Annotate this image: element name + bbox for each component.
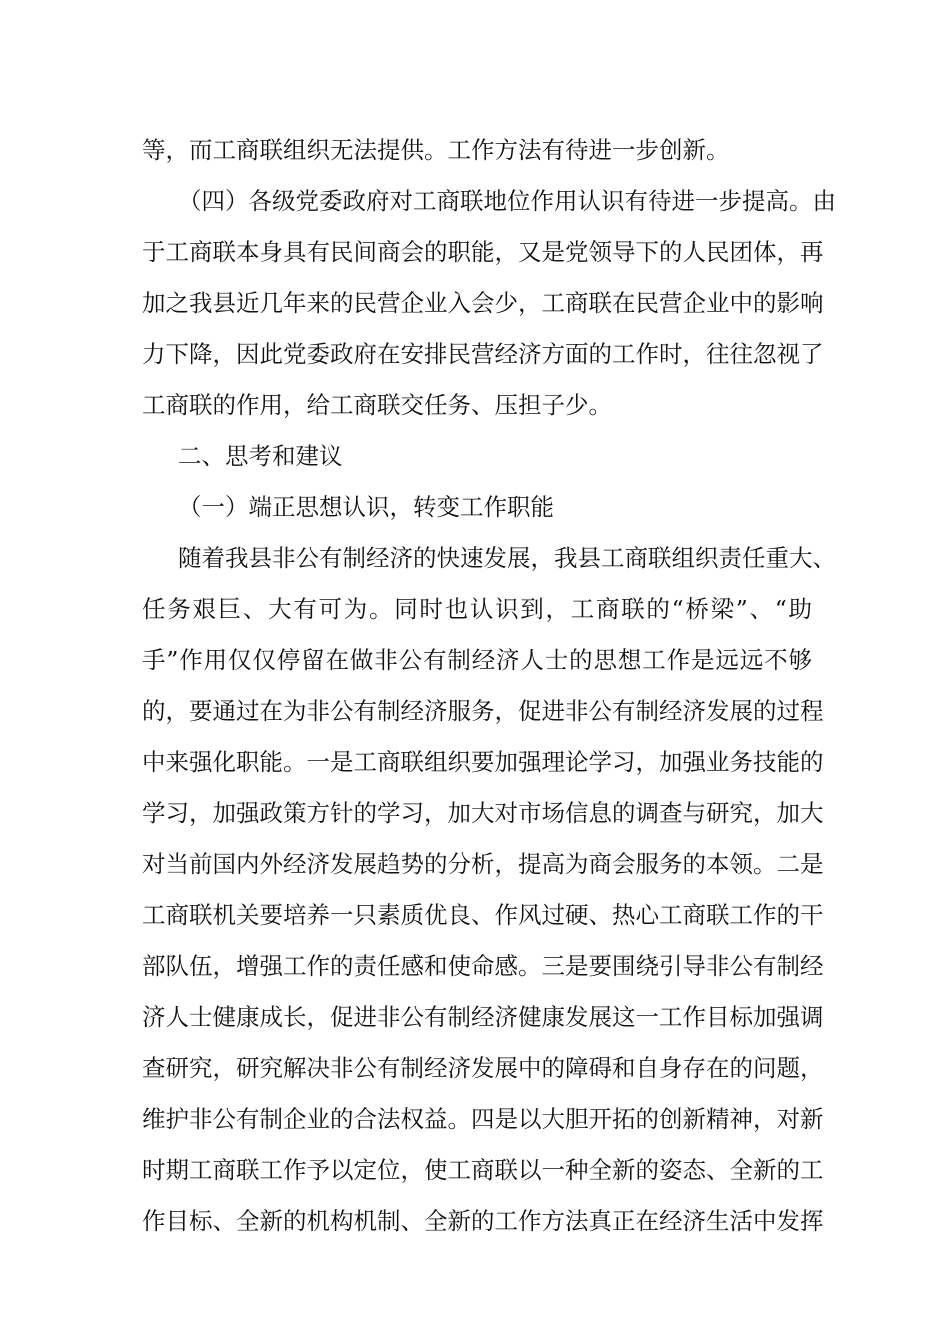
paragraph-line: 等，而工商联组织无法提供。工作方法有待进一步创新。 [142, 136, 730, 164]
paragraph-line: 时期工商联工作予以定位，使工商联以一种全新的姿态、全新的工 [142, 1156, 824, 1184]
paragraph-line: 手”作用仅仅停留在做非公有制经济人士的思想工作是远远不够 [142, 646, 812, 674]
paragraph-line: 对当前国内外经济发展趋势的分析，提高为商会服务的本领。二是 [142, 850, 824, 878]
paragraph-line: 作目标、全新的机构机制、全新的工作方法真正在经济生活中发挥 [142, 1207, 824, 1235]
paragraph-line: 任务艰巨、大有可为。同时也认识到，工商联的“桥梁”、“助 [142, 595, 812, 623]
paragraph-line: 中来强化职能。一是工商联组织要加强理论学习，加强业务技能的 [142, 748, 824, 776]
paragraph-line: 部队伍，增强工作的责任感和使命感。三是要围绕引导非公有制经 [142, 952, 824, 980]
paragraph-line: 于工商联本身具有民间商会的职能，又是党领导下的人民团体，再 [142, 238, 824, 266]
paragraph-line: 随着我县非公有制经济的快速发展，我县工商联组织责任重大、 [178, 544, 836, 572]
paragraph-line: （四）各级党委政府对工商联地位作用认识有待进一步提高。由 [178, 187, 836, 215]
paragraph-line: 学习，加强政策方针的学习，加大对市场信息的调查与研究，加大 [142, 799, 824, 827]
section-heading: 二、思考和建议 [178, 442, 343, 470]
paragraph-line: 维护非公有制企业的合法权益。四是以大胆开拓的创新精神，对新 [142, 1105, 824, 1133]
paragraph-line: 力下降，因此党委政府在安排民营经济方面的工作时，往往忽视了 [142, 340, 824, 368]
paragraph-line: 查研究，研究解决非公有制经济发展中的障碍和自身存在的问题， [142, 1054, 824, 1082]
subsection-heading: （一）端正思想认识，转变工作职能 [178, 493, 554, 521]
paragraph-line: 济人士健康成长，促进非公有制经济健康发展这一工作目标加强调 [142, 1003, 824, 1031]
paragraph-line: 加之我县近几年来的民营企业入会少，工商联在民营企业中的影响 [142, 289, 824, 317]
paragraph-line: 工商联机关要培养一只素质优良、作风过硬、热心工商联工作的干 [142, 901, 824, 929]
paragraph-line: 的，要通过在为非公有制经济服务，促进非公有制经济发展的过程 [142, 697, 824, 725]
paragraph-line: 工商联的作用，给工商联交任务、压担子少。 [142, 391, 612, 419]
